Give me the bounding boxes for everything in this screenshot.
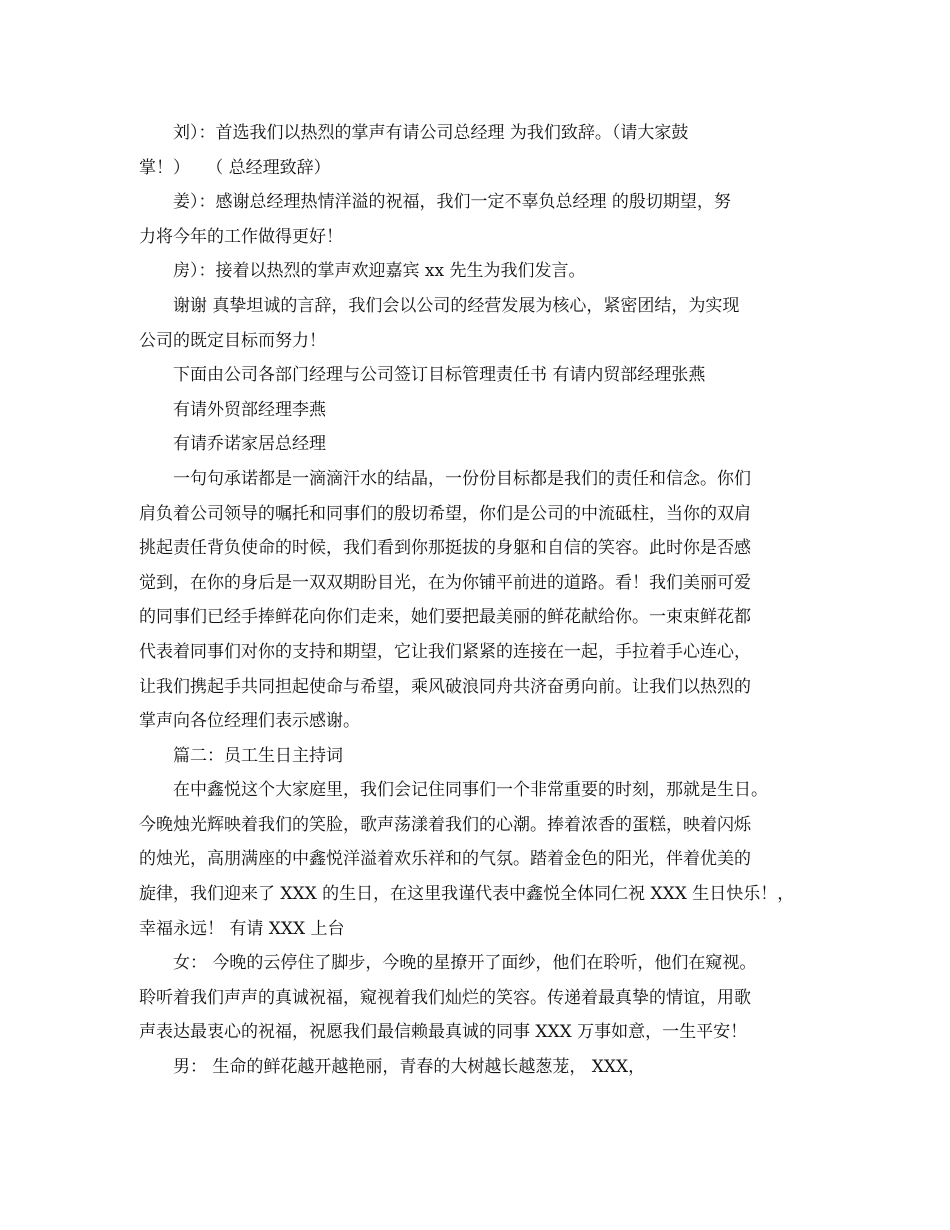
paragraph-line: 在中鑫悦这个大家庭里，我们会记住同事们一个非常重要的时刻，那就是生日。 xyxy=(173,780,768,801)
paragraph-line: 的同事们已经手捧鲜花向你们走来，她们要把最美丽的鲜花献给你。一束束鲜花都 xyxy=(139,607,751,628)
paragraph-line: 一句句承诺都是一滴滴汗水的结晶，一份份目标都是我们的责任和信念。你们 xyxy=(173,468,751,489)
paragraph-line: 的烛光，高朋满座的中鑫悦洋溢着欢乐祥和的气氛。踏着金色的阳光，伴着优美的 xyxy=(139,849,751,870)
document-body xyxy=(139,116,829,1085)
paragraph-line: 觉到，在你的身后是一双双期盼目光，在为你铺平前进的道路。看！我们美丽可爱 xyxy=(139,572,751,593)
paragraph-line: 聆听着我们声声的真诚祝福，窥视着我们灿烂的笑容。传递着最真挚的情谊，用歌 xyxy=(139,987,751,1008)
paragraph-line: 掌！） （ 总经理致辞） xyxy=(139,157,331,178)
paragraph-line: 谢谢 真挚坦诚的言辞，我们会以公司的经营发展为核心，紧密团结，为实现 xyxy=(173,295,740,316)
paragraph-line: 挑起责任背负使命的时候，我们看到你那挺拔的身躯和自信的笑容。此时你是否感 xyxy=(139,538,751,559)
paragraph-line: 男： 生命的鲜花越开越艳丽，青春的大树越长越葱茏， XXX， xyxy=(173,1057,646,1078)
section-heading: 篇二：员工生日主持词 xyxy=(173,745,343,766)
paragraph-line: 幸福永远！ 有请 XXX 上台 xyxy=(139,918,345,939)
paragraph-line: 刘）：首选我们以热烈的掌声有请公司总经理 为我们致辞。（请大家鼓 xyxy=(173,123,689,143)
paragraph-line: 力将今年的工作做得更好！ xyxy=(139,226,343,247)
paragraph-line: 下面由公司各部门经理与公司签订目标管理责任书 有请内贸部经理张燕 xyxy=(173,365,706,386)
paragraph-line: 今晚烛光辉映着我们的笑脸，歌声荡漾着我们的心潮。捧着浓香的蛋糕，映着闪烁 xyxy=(139,814,751,835)
paragraph-line: 掌声向各位经理们表示感谢。 xyxy=(139,711,360,732)
paragraph-line: 肩负着公司领导的嘱托和同事们的殷切希望，你们是公司的中流砥柱，当你的双肩 xyxy=(139,503,751,524)
paragraph-line: 旋律，我们迎来了 XXX 的生日，在这里我谨代表中鑫悦全体同仁祝 XXX 生日快乐！， xyxy=(139,884,795,905)
paragraph-line: 让我们携起手共同担起使命与希望，乘风破浪同舟共济奋勇向前。让我们以热烈的 xyxy=(139,676,751,697)
paragraph-line: 房）：接着以热烈的掌声欢迎嘉宾 xx 先生为我们发言。 xyxy=(173,261,586,282)
paragraph-line: 公司的既定目标而努力！ xyxy=(139,330,326,351)
paragraph-line: 有请外贸部经理李燕 xyxy=(173,399,326,420)
paragraph-line: 姜）：感谢总经理热情洋溢的祝福，我们一定不辜负总经理 的殷切期望，努 xyxy=(173,192,731,213)
paragraph-line: 声表达最衷心的祝福，祝愿我们最信赖最真诚的同事 XXX 万事如意，一生平安！ xyxy=(139,1022,748,1043)
paragraph-line: 有请乔诺家居总经理 xyxy=(173,434,326,455)
paragraph-line: 代表着同事们对你的支持和期望，它让我们紧紧的连接在一起，手拉着手心连心， xyxy=(139,641,751,662)
paragraph-line: 女： 今晚的云停住了脚步，今晚的星撩开了面纱，他们在聆听，他们在窥视。 xyxy=(173,953,757,974)
